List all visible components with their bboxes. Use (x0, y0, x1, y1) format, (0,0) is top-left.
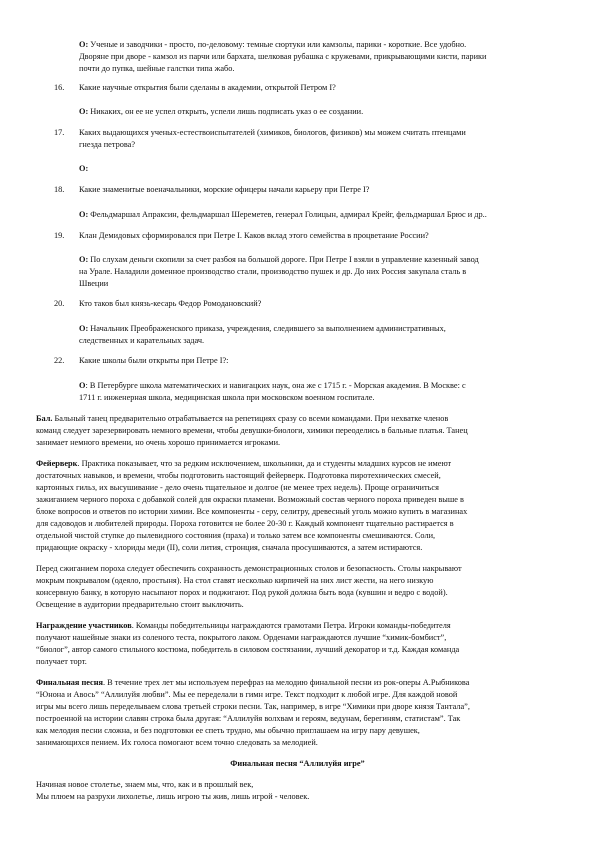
awards-paragraph-line-2: получают нашейные знаки из соленого теста, покрытого лаком. Орденами награждаются лучшие “химик-бомбист”, (36, 633, 447, 642)
section-label: Фейерверк (36, 459, 78, 468)
answer-17 (79, 163, 88, 174)
question-22-number: 22. (54, 356, 65, 365)
question-22-text: Какие школы были открыты при Петре I?: (79, 356, 229, 365)
question-20-text: Кто таков был князь-кесарь Федор Ромодановский? (79, 299, 262, 308)
answer-22-line-1: О: В Петербурге школа математических и навигацких наук, она же с 1715 г. - Морская академия. В Москве: с (79, 381, 466, 390)
awards-paragraph-line-4: получает торт. (36, 657, 87, 666)
answer-label: О: (79, 210, 89, 219)
answer-20-line-2: следственных и карательных задач. (79, 336, 205, 345)
safety-paragraph-line-2: мокрым покрывалом (одеяло, простыня). На стол ставят несколько кирпичей на них лист жести, на него низкую (36, 576, 434, 585)
fireworks-paragraph-line-7: отдельной чистой ступке до пылевидного состояния (праха) и только затем все компоненты смешиваются. Соли, (36, 531, 436, 540)
answer-label: О: (79, 164, 89, 173)
answer-20-line-1: О: Начальник Преображенского приказа, учреждения, следившего за выполнением административных, (79, 324, 446, 333)
song-line-1: Начиная новое столетье, знаем мы, что, как и в прошлый век, (36, 780, 254, 789)
final-song-paragraph-line-1: Финальная песня. В течение трех лет мы используем перефраз на мелодию финальной песни из рок-оперы А.Рыбникова (36, 678, 470, 687)
section-label: Награждение участников (36, 621, 132, 630)
answer-15-line-2: Дворяне при дворе - камзол из парчи или бархата, шелковая рубашка с кружевами, прикрывающими кисти, парики (79, 52, 487, 61)
final-song-paragraph-line-2: “Юнона и Авось” “Аллилуйя любви”. Мы ее переделали в гимн игре. Текст подходит к любой игре. Для каждой новой (36, 690, 458, 699)
final-song-paragraph-line-6: занимающихся пением. Их голоса помогают всем точно следовать за мелодией. (36, 738, 318, 747)
awards-paragraph-line-1: Награждение участников. Команды победительницы награждаются грамотами Петра. Игроки команды-победителя (36, 621, 451, 630)
final-song-paragraph-line-4: построенной на истории славян строка была другая: “Аллилуйя волхвам и героям, ведунам, берегиням, статистам”. Так (36, 714, 461, 723)
answer-15-line-1: О: Ученые и заводчики - просто, по-деловому: темные сюртуки или камзолы, парики - короткие. Все удобно. (79, 40, 467, 49)
answer-label: О (79, 381, 86, 390)
answer-15-line-3: почти до пупка, шейные галстки типа жабо. (79, 64, 235, 73)
safety-paragraph-line-3: консервную банку, в которую насыпают порох и поджигают. Под рукой должна быть вода (кувшин и ведро с водой). (36, 588, 448, 597)
fireworks-paragraph-line-2: достаточных навыков, и времени, чтобы подготовить настоящий фейерверк. Подготовка пиротехнических смесей, (36, 471, 441, 480)
question-18-number: 18. (54, 185, 65, 194)
safety-paragraph-line-1: Перед сжиганием пороха следует обеспечить сохранность демонстрационных столов и безопасность. Столы накрывают (36, 564, 462, 573)
final-song-paragraph-line-3: игры мы всего лишь переделываем слова третьей строки песни. Так, например, в игре “Химики при дворе князя Тантала”, (36, 702, 470, 711)
bal-paragraph-line-1: Бал. Бальный танец предварительно отрабатывается на репетициях сразу со всеми командами. При нехватке членов (36, 414, 449, 423)
final-song-paragraph-line-5: как мелодия песни сложна, и без подготовки ее спеть трудно, мы обычно приглашаем на игру пару девушек, (36, 726, 420, 735)
fireworks-paragraph-line-8: придающие окраску - хлориды меди (II), соли лития, стронция, сначала просушиваются, а затем истираются. (36, 543, 423, 552)
answer-22-line-2: 1711 г. инженерная школа, медицинская школа при московском военном госпитале. (79, 393, 375, 402)
answer-19-line-2: на Урале. Наладили доменное производство стали, производство пушек и др. До них Россия закупала сталь в (79, 267, 467, 276)
question-18-text: Какие знаменитые военачальники, морские офицеры начали карьеру при Петре I? (79, 185, 370, 194)
question-19-text: Клан Демидовых сформировался при Петре I. Каков вклад этого семейства в процветание России? (79, 231, 429, 240)
answer-label: О: (79, 324, 89, 333)
question-16-text: Какие научные открытия были сделаны в академии, открытой Петром I? (79, 83, 336, 92)
question-19-number: 19. (54, 231, 65, 240)
answer-19-line-3: Швеции (79, 279, 109, 288)
question-17-line-2: гнезда петрова? (79, 140, 136, 149)
bal-paragraph-line-3: занимает немного времени, но очень хорошо принимается игроками. (36, 438, 281, 447)
question-20-number: 20. (54, 299, 65, 308)
section-label: Финальная песня (36, 678, 103, 687)
fireworks-paragraph-line-5: блоке вопросов и ответов по истории химии. Все компоненты - серу, селитру, древесный уголь можно купить в магазинах (36, 507, 468, 516)
answer-label: О: (79, 40, 89, 49)
fireworks-paragraph-line-1: Фейерверк. Практика показывает, что за редким исключением, школьники, да и студенты младших курсов не имеют (36, 459, 452, 468)
question-17-line-1: Каких выдающихся ученых-естествоиспытателей (химиков, биологов, физиков) мы можем считать птенцами (79, 128, 466, 137)
awards-paragraph-line-3: “биолог”, автор самого стильного костюма, победитель в силовом состязании, лучший декоратор и т.д. Каждая команда (36, 645, 460, 654)
safety-paragraph-line-4: Освещение в аудитории предварительно стоит выключить. (36, 600, 244, 609)
answer-19-line-1: О: По слухам деньги скопили за счет разбоя на большой дороге. При Петре I взяли в управление казенный завод (79, 255, 479, 264)
song-line-2: Мы плюем на разрухи лихолетье, лишь игрою ты жив, лишь игрой - человек. (36, 792, 310, 801)
song-title: Финальная песня “Аллилуйя игре” (230, 759, 365, 768)
question-16-number: 16. (54, 83, 65, 92)
question-17-number: 17. (54, 128, 65, 137)
answer-16: О: Никаких, он ее не успел открыть, успели лишь подписать указ о ее создании. (79, 107, 364, 116)
fireworks-paragraph-line-4: зажиганием черного пороха с добавкой солей для окраски пламени. Возможный состав черного пороха приведен выше в (36, 495, 464, 504)
answer-label: О: (79, 107, 89, 116)
answer-18: О: Фельдмаршал Апраксин, фельдмаршал Шереметев, генерал Голицын, адмирал Крейг, фельдмаршал Брюс и др.. (79, 210, 487, 219)
fireworks-paragraph-line-6: для садоводов и любителей природы. Пороха готовится не более 20-30 г. Каждый компонент тщательно растирается в (36, 519, 454, 528)
bal-paragraph-line-2: команд следует зарезервировать немного времени, чтобы девушки-биологи, химики переоделись в бальные платья. Танец (36, 426, 468, 435)
fireworks-paragraph-line-3: картонных гильз, их высушивание - дело очень тщательное и долгое (не менее трех недель). Проще ограничиться (36, 483, 439, 492)
answer-label: О: (79, 255, 89, 264)
section-label: Бал. (36, 414, 53, 423)
